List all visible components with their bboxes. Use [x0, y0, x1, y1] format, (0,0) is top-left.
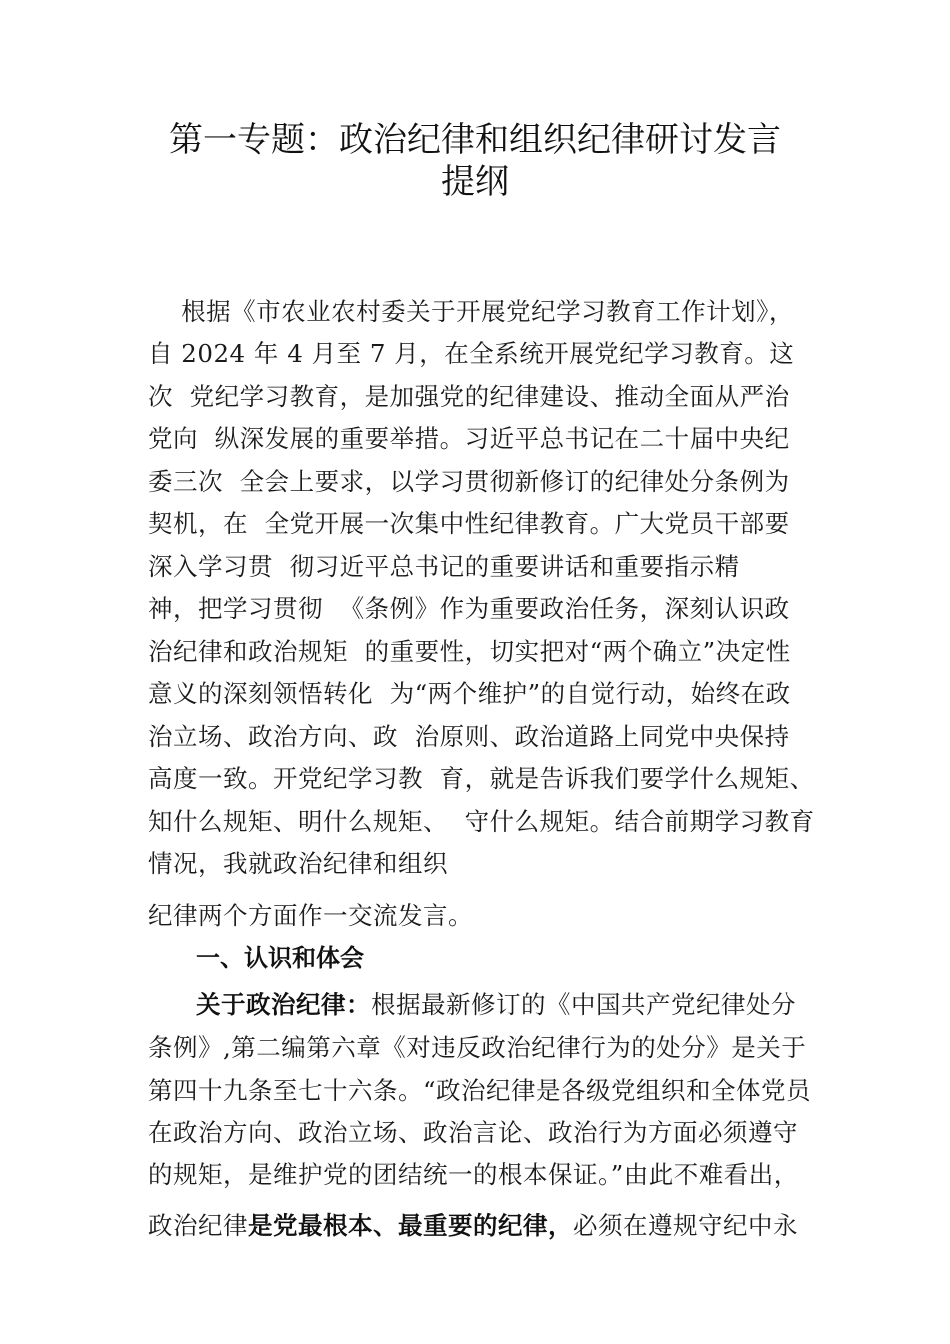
paragraph-line: 在政治方向、政治立场、政治言论、政治行为方面必须遵守	[148, 1118, 798, 1147]
document-title: 第一专题：政治纪律和组织纪律研讨发言	[169, 120, 781, 160]
bold-emphasis: 是党最根本、最重要的纪律，	[248, 1211, 573, 1240]
paragraph-line: 的规矩，是维护党的团结统一的根本保证。”由此不难看出，	[148, 1160, 799, 1189]
section-heading: 一、认识和体会	[196, 944, 364, 972]
paragraph-line: 治立场、政治方向、政 治原则、政治道路上同党中央保持	[148, 722, 790, 751]
line-text: 政治纪律	[148, 1211, 248, 1240]
paragraph-line: 第四十九条至七十六条。“政治纪律是各级党组织和全体党员	[148, 1076, 812, 1105]
paragraph-line: 深入学习贯 彻习近平总书记的重要讲话和重要指示精	[148, 552, 740, 581]
line-text: 根据最新修订的《中国共产党纪律处分	[371, 990, 796, 1019]
bold-lead: 关于政治纪律：	[196, 990, 371, 1019]
paragraph-line: 纪律两个方面作一交流发言。	[148, 901, 473, 930]
paragraph-line: 高度一致。开党纪学习教 育，就是告诉我们要学什么规矩、	[148, 764, 815, 793]
paragraph-line: 委三次 全会上要求，以学习贯彻新修订的纪律处分条例为	[148, 467, 790, 496]
paragraph-line	[148, 1210, 798, 1242]
paragraph-line: 知什么规矩、明什么规矩、 守什么规矩。结合前期学习教育	[148, 807, 815, 836]
paragraph-line: 自 2024 年 4 月至 7 月，在全系统开展党纪学习教育。这	[148, 339, 795, 368]
paragraph-line: 治纪律和政治规矩 的重要性，切实把对“两个确立”决定性	[148, 637, 791, 666]
paragraph-line: 党向 纵深发展的重要举措。习近平总书记在二十届中央纪	[148, 424, 790, 453]
paragraph-line	[196, 989, 796, 1021]
paragraph-line: 意义的深刻领悟转化 为“两个维护”的自觉行动，始终在政	[148, 679, 791, 708]
paragraph-line: 神，把学习贯彻 《条例》作为重要政治任务，深刻认识政	[148, 594, 790, 623]
paragraph-line: 根据《市农业农村委关于开展党纪学习教育工作计划》，	[148, 297, 794, 326]
paragraph-line: 情况，我就政治纪律和组织	[148, 849, 448, 878]
paragraph-line: 条例》,第二编第六章《对违反政治纪律行为的处分》是关于	[148, 1033, 807, 1062]
paragraph-line: 契机，在 全党开展一次集中性纪律教育。广大党员干部要	[148, 509, 790, 538]
paragraph-line: 次 党纪学习教育，是加强党的纪律建设、推动全面从严治	[148, 382, 790, 411]
document-title-continued: 提纲	[441, 162, 509, 202]
line-text: 必须在遵规守纪中永	[573, 1211, 798, 1240]
